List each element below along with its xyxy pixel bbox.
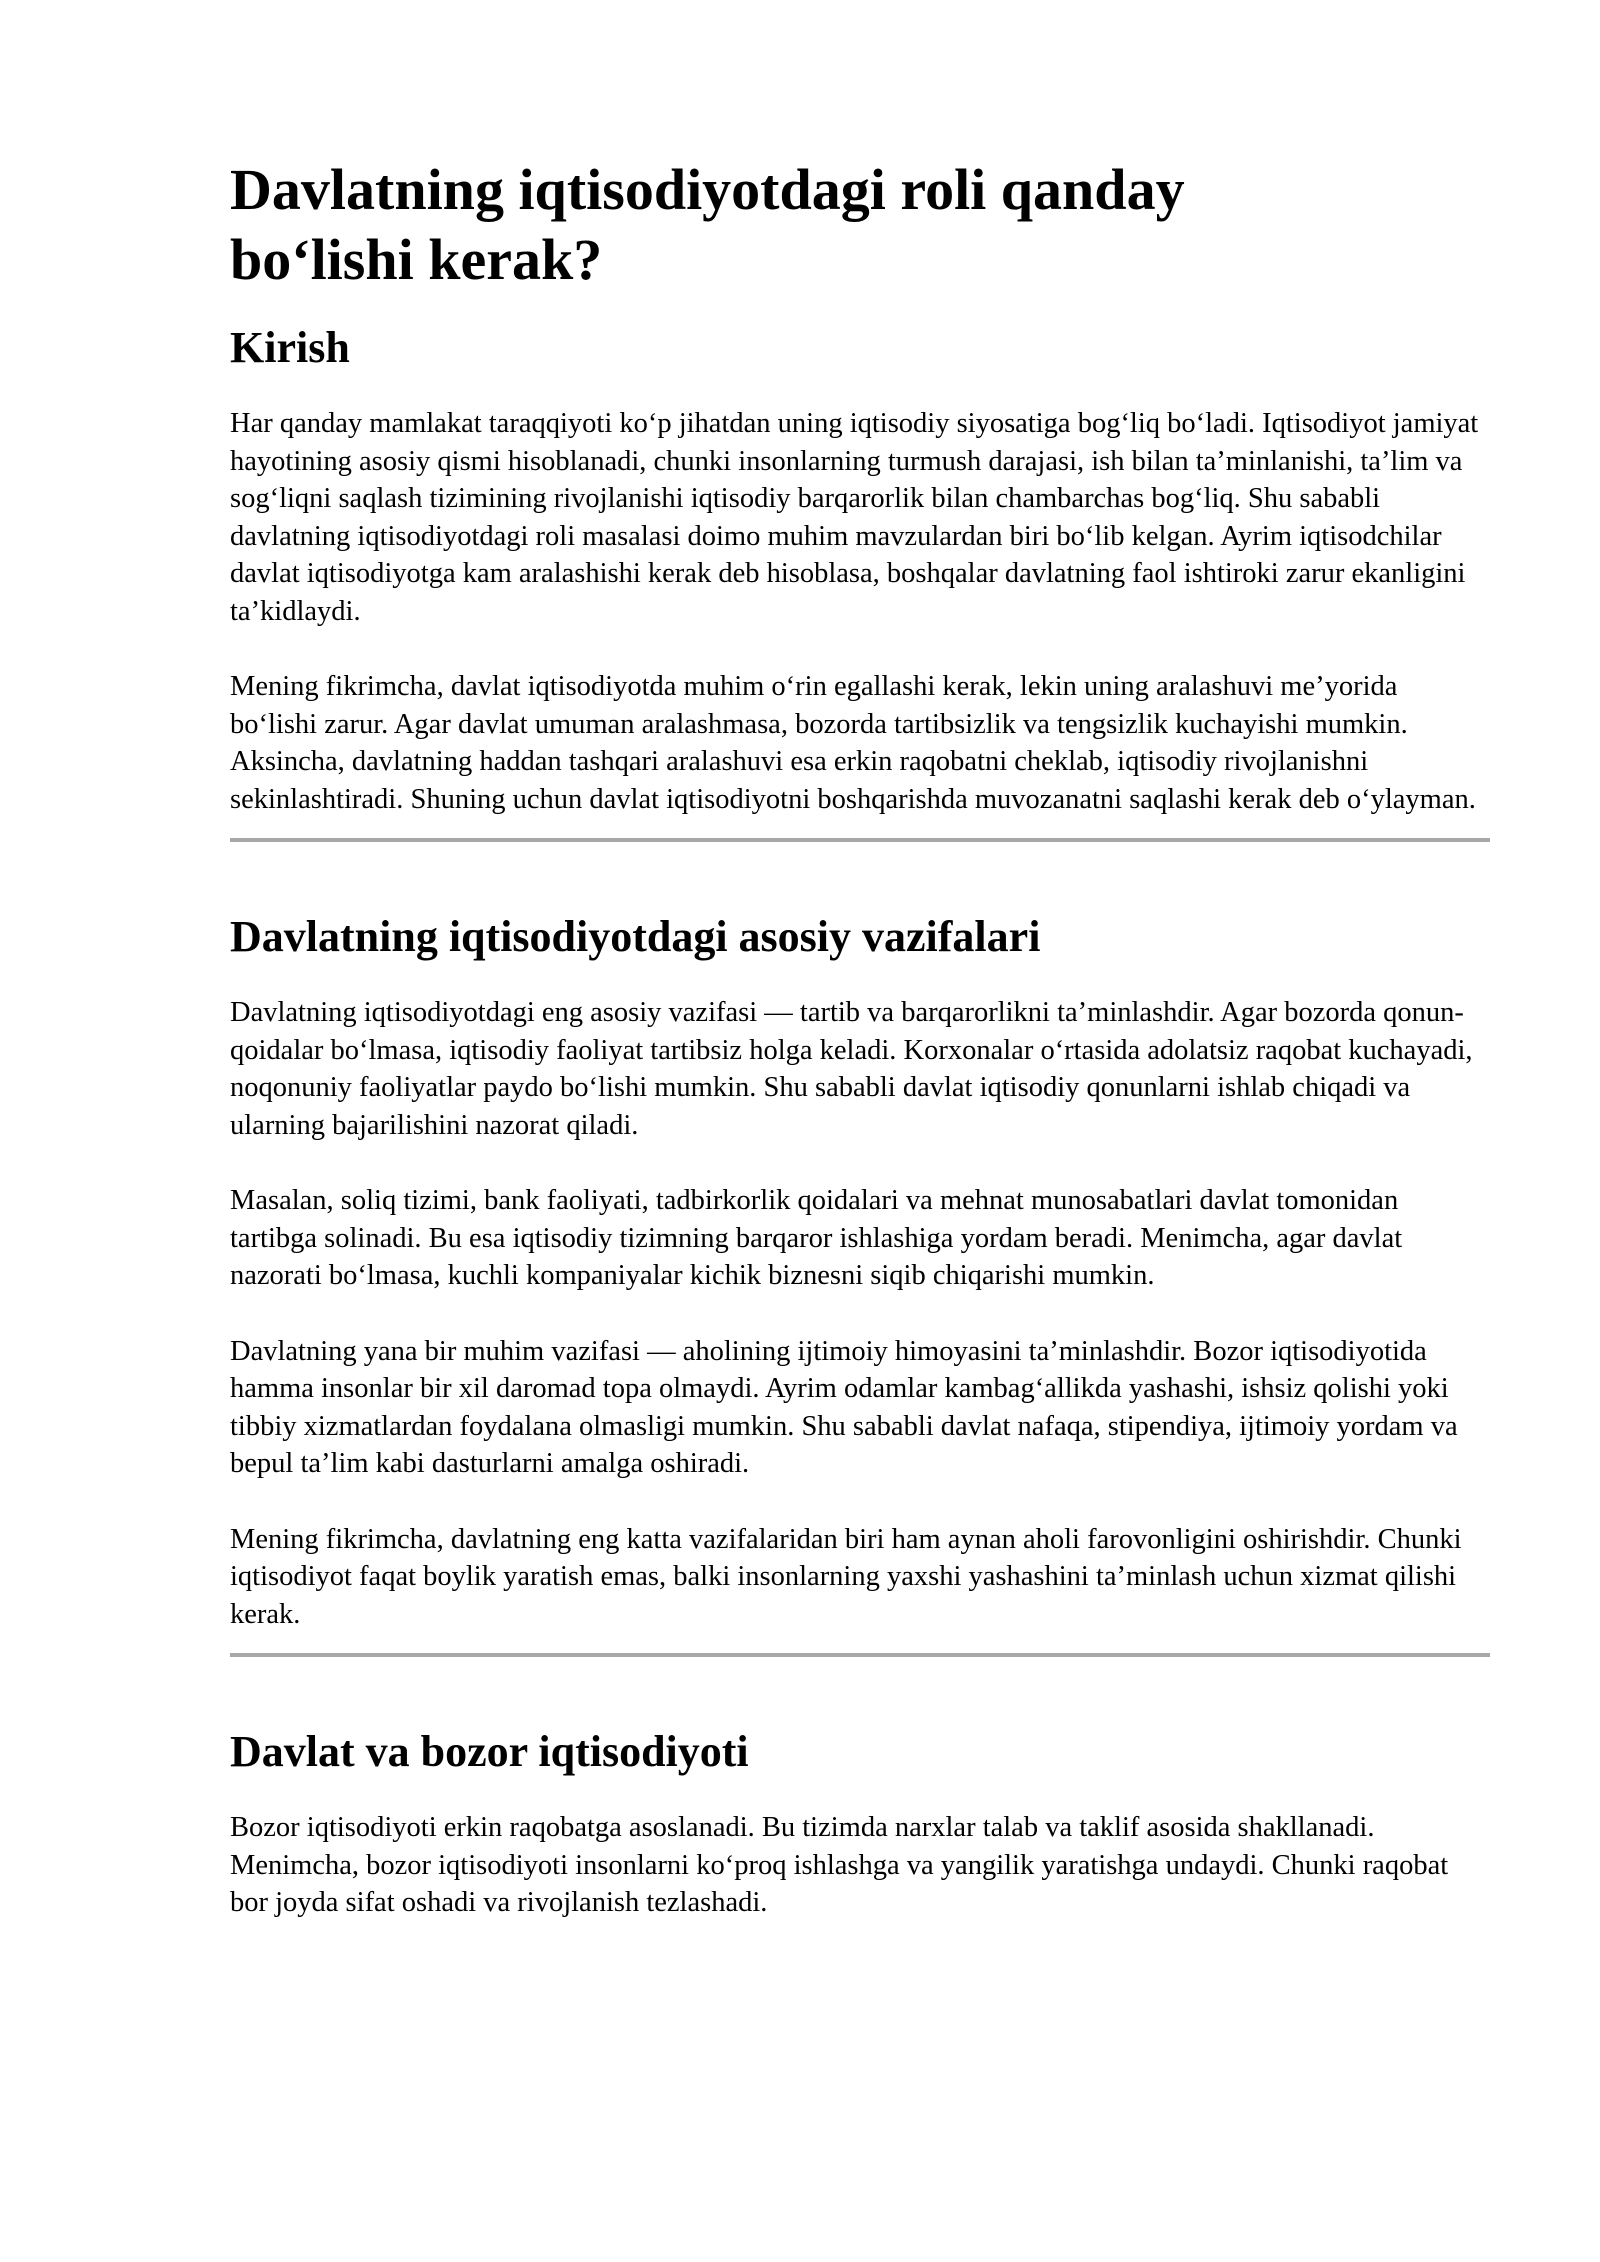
section-divider <box>230 1653 1490 1657</box>
paragraph: Masalan, soliq tizimi, bank faoliyati, tadbirkorlik qoidalari va mehnat munosabatlari davlat tomonidan tartibga solinadi. Bu esa iqtisodiy tizimning barqaror ishlashiga yordam beradi. Menimcha, agar davlat nazorati bo‘lmasa, kuchli kompaniyalar kichik biznesni siqib chiqarishi mumkin. <box>230 1185 1403 1291</box>
paragraph: Har qanday mamlakat taraqqiyoti ko‘p jihatdan uning iqtisodiy siyosatiga bog‘liq bo‘ladi. Iqtisodiyot jamiyat hayotining asosiy qismi hisoblanadi, chunki insonlarning turmush darajasi, ish bilan ta’minlanishi, ta’lim va sog‘liqni saqlash tizimining rivojlanishi iqtisodiy barqarorlik bilan chambarchas bog‘liq. Shu sababli davlatning iqtisodiyotdagi roli masalasi doimo muhim mavzulardan biri bo‘lib kelgan. Ayrim iqtisodchilar davlat iqtisodiyotga kam aralashishi kerak deb hisoblasa, boshqalar davlatning faol ishtiroki zarur ekanligini ta’kidlaydi. <box>230 408 1479 627</box>
document-page <box>230 155 1490 1922</box>
section-heading-vazifalari: Davlatning iqtisodiyotdagi asosiy vazifalari <box>230 912 1041 961</box>
section-divider <box>230 838 1490 842</box>
paragraph: Mening fikrimcha, davlat iqtisodiyotda muhim o‘rin egallashi kerak, lekin uning aralashuvi me’yorida bo‘lishi zarur. Agar davlat umuman aralashmasa, bozorda tartibsizlik va tengsizlik kuchayishi mumkin. Aksincha, davlatning haddan tashqari aralashuvi esa erkin raqobatni cheklab, iqtisodiy rivojlanishni sekinlashtiradi. Shuning uchun davlat iqtisodiyotni boshqarishda muvozanatni saqlashi kerak deb o‘ylayman. <box>230 671 1476 815</box>
section-heading-bozor: Davlat va bozor iqtisodiyoti <box>230 1727 749 1776</box>
paragraph: Davlatning iqtisodiyotdagi eng asosiy vazifasi — tartib va barqarorlikni ta’minlashdir. Agar bozorda qonun-qoidalar bo‘lmasa, iqtisodiy faoliyat tartibsiz holga keladi. Korxonalar o‘rtasida adolatsiz raqobat kuchayadi, noqonuniy faoliyatlar paydo bo‘lishi mumkin. Shu sababli davlat iqtisodiy qonunlarni ishlab chiqadi va ularning bajarilishini nazorat qiladi. <box>230 997 1473 1141</box>
section-heading-kirish: Kirish <box>230 323 350 372</box>
paragraph: Bozor iqtisodiyoti erkin raqobatga asoslanadi. Bu tizimda narxlar talab va taklif asosida shakllanadi. Menimcha, bozor iqtisodiyoti insonlarni ko‘proq ishlashga va yangilik yaratishga undaydi. Chunki raqobat bor joyda sifat oshadi va rivojlanish tezlashadi. <box>230 1812 1449 1918</box>
document-title: Davlatning iqtisodiyotdagi roli qanday bo‘lishi kerak? <box>230 157 1185 292</box>
paragraph: Mening fikrimcha, davlatning eng katta vazifalaridan biri ham aynan aholi farovonligini oshirishdir. Chunki iqtisodiyot faqat boylik yaratish emas, balki insonlarning yaxshi yashashini ta’minlash uchun xizmat qilishi kerak. <box>230 1523 1462 1630</box>
paragraph: Davlatning yana bir muhim vazifasi — aholining ijtimoiy himoyasini ta’minlashdir. Bozor iqtisodiyotida hamma insonlar bir xil daromad topa olmaydi. Ayrim odamlar kambag‘allikda yashashi, ishsiz qolishi yoki tibbiy xizmatlardan foydalana olmasligi mumkin. Shu sababli davlat nafaqa, stipendiya, ijtimoiy yordam va bepul ta’lim kabi dasturlarni amalga oshiradi. <box>230 1335 1458 1479</box>
